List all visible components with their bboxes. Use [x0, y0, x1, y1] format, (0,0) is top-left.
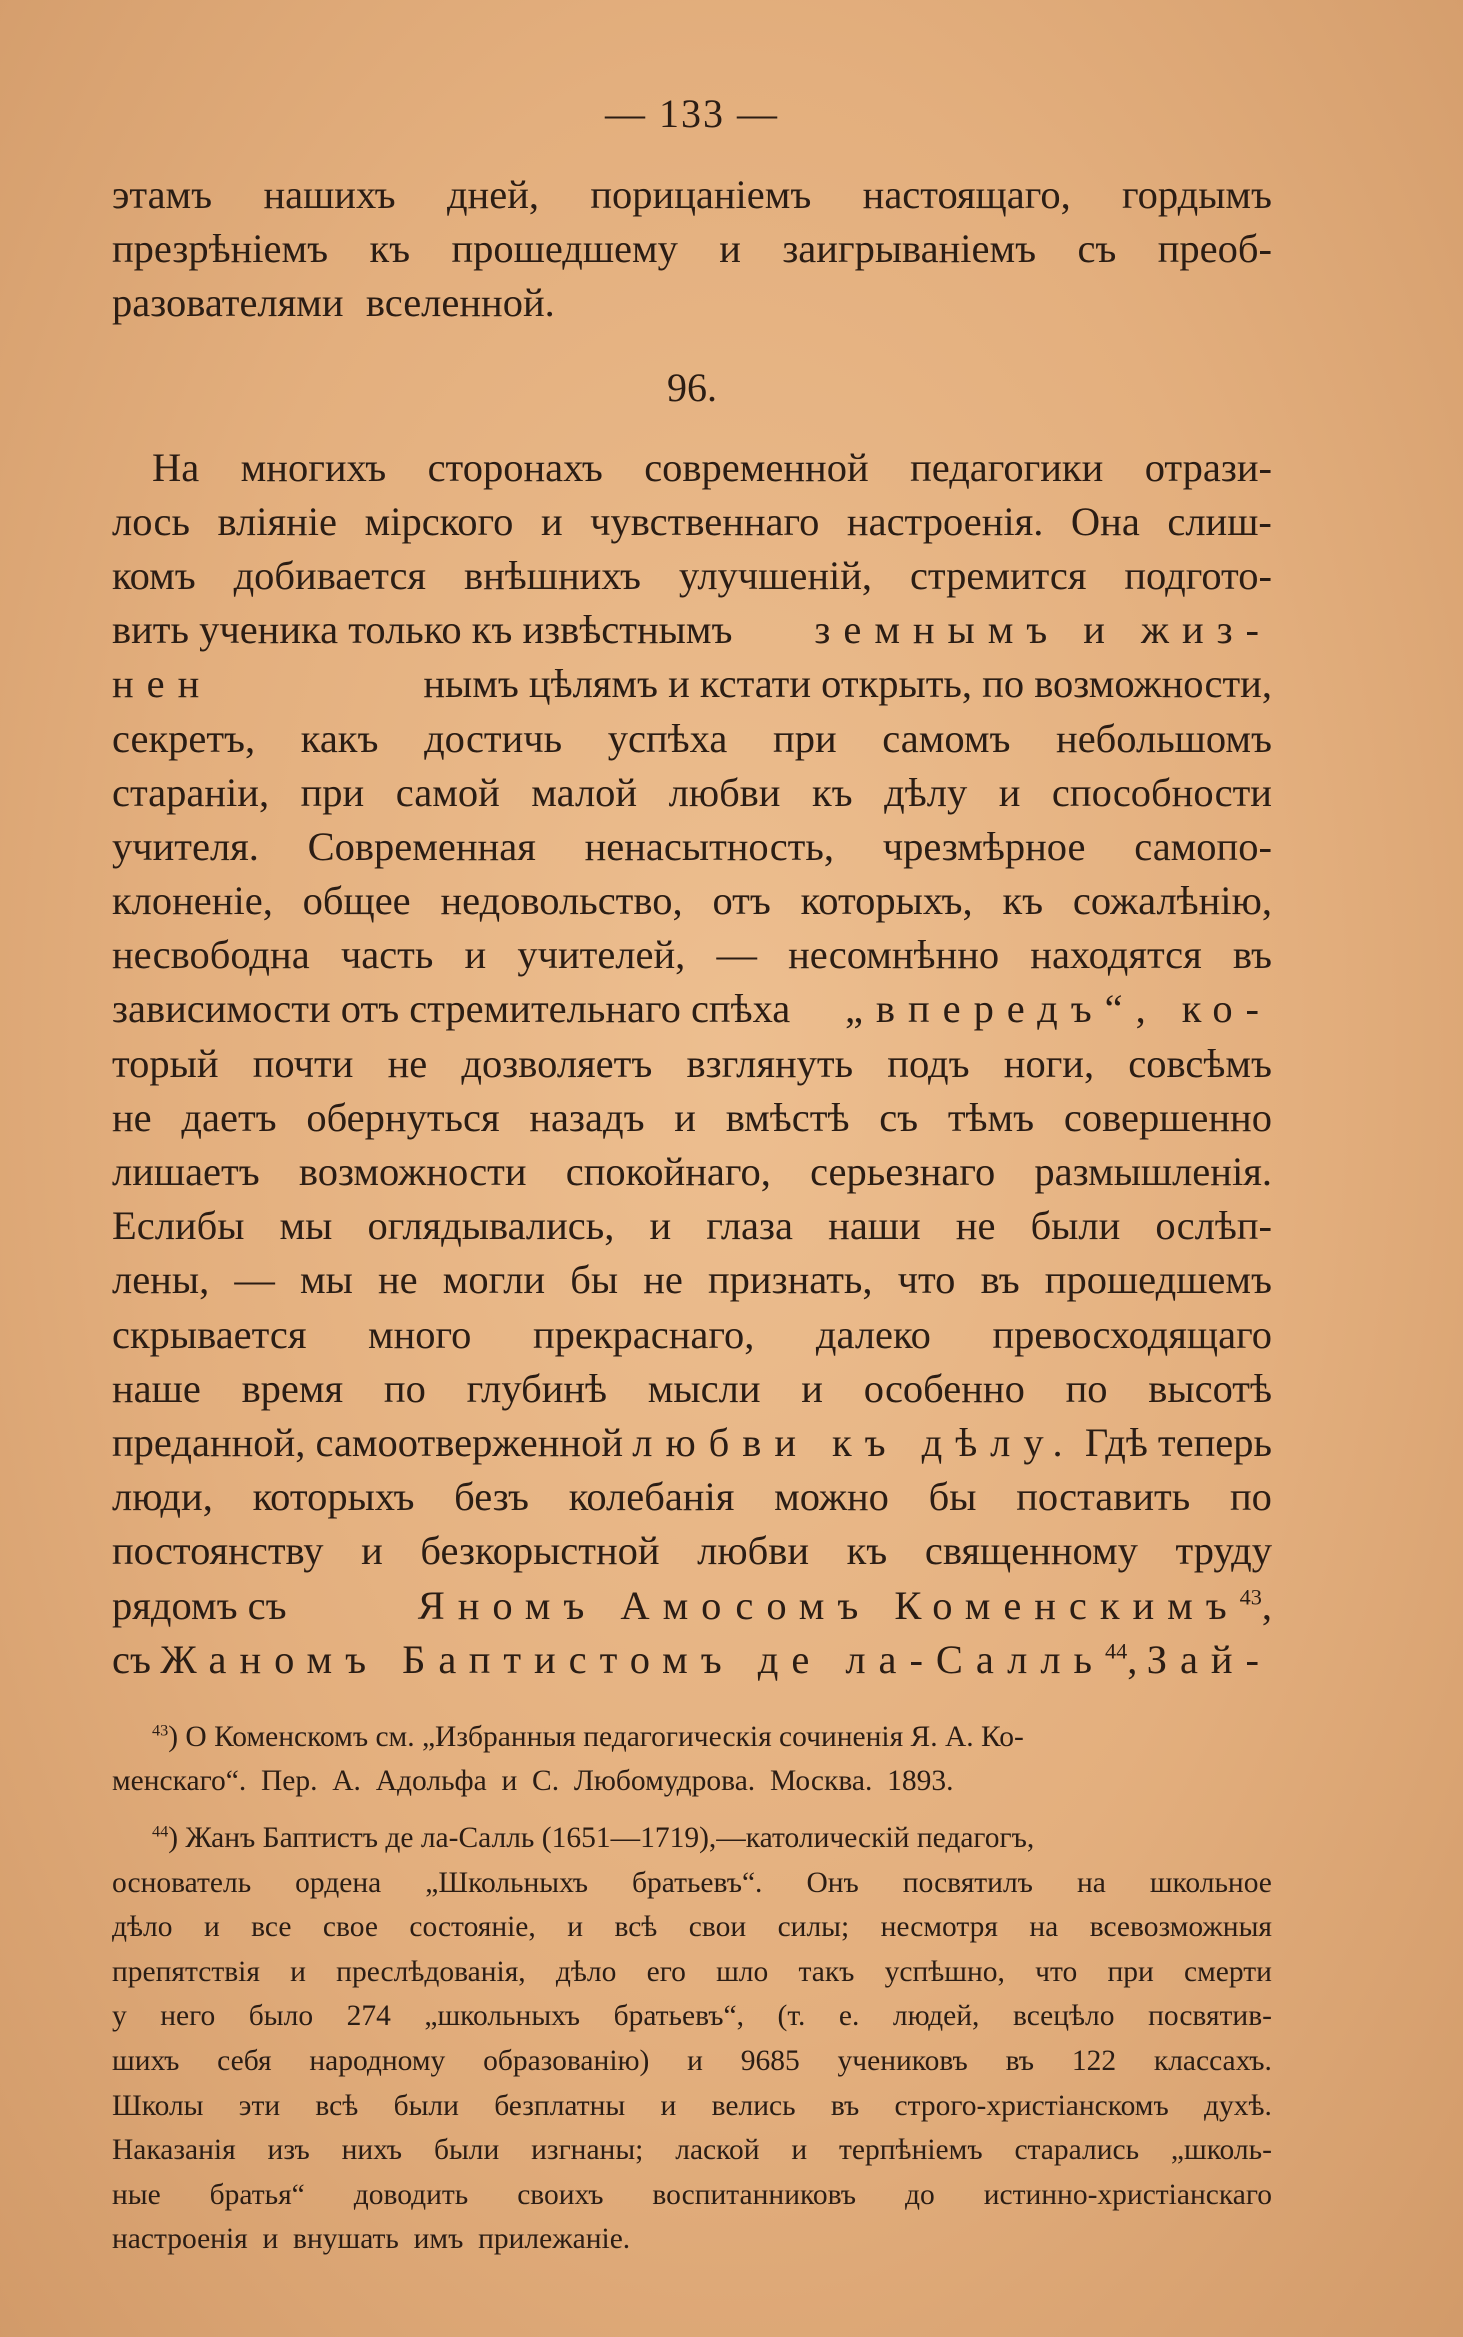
page-number: — 133 —: [605, 91, 779, 136]
name-with-footnote: [418, 1579, 1272, 1633]
text-segment: рядомъ съ: [112, 1582, 287, 1628]
section-number: 96.: [667, 364, 717, 410]
text-line: скрывается много прекраснаго, далеко превосходящаго: [112, 1311, 1272, 1357]
text-line: постоянству и безкорыстной любви къ священному труду: [112, 1528, 1272, 1574]
footnote-line: настроенія и внушать имъ прилежаніе.: [112, 2223, 631, 2256]
text-line: лишаетъ возможности спокойнаго, серьезнаго размышленія.: [112, 1149, 1272, 1194]
book-page: [112, 88, 1272, 2262]
text-line: секретъ, какъ достичь успѣха при самомъ небольшомъ: [112, 715, 1272, 761]
footnote-line: ные братья“ доводить своихъ воспитанниковъ до истинно-христіанскаго: [112, 2178, 1272, 2211]
text-line: люди, которыхъ безъ колебанія можно бы поставить по: [112, 1474, 1272, 1520]
text-line: учителя. Современная ненасытность, чрезмѣрное самопо-: [112, 823, 1272, 869]
footnote-marker: 44: [152, 1822, 169, 1841]
footnote-line: Наказанія изъ нихъ были изгнаны; лаской и терпѣніемъ старались „школь-: [112, 2134, 1272, 2167]
text-line: лось вліяніе мірского и чувственнаго настроенія. Она слиш-: [112, 498, 1272, 544]
footnotes: [112, 1715, 1272, 2262]
footnote-line: [112, 1816, 1272, 1861]
text-segment: Гдѣ теперь: [1084, 1419, 1272, 1465]
text-line: наше время по глубинѣ мысли и особенно по высотѣ: [112, 1365, 1272, 1411]
text-line: [112, 603, 1272, 657]
text-segment: зависимости отъ стремительнаго спѣха: [112, 986, 791, 1032]
text-line: комъ добивается внѣшнихъ улучшеній, стремится подгото-: [112, 552, 1272, 598]
text-line: стараніи, при самой малой любви къ дѣлу и способности: [112, 769, 1272, 815]
spaced-emphasis: Яномъ Амосомъ Коменскимъ: [417, 1582, 1240, 1628]
footnote-line: [112, 1715, 1272, 1760]
footnote-line: менскаго“. Пер. А. Адольфа и С. Любомудрова. Москва. 1893.: [112, 1765, 954, 1798]
text-segment: нымъ цѣлямъ и кстати открыть, по возможности,: [423, 661, 1272, 707]
text-line: Еслибы мы оглядывались, и глаза наши не были ослѣп-: [112, 1203, 1272, 1249]
footnote-line: препятствія и преслѣдованія, дѣло его шло такъ успѣшно, что при смерти: [112, 1955, 1272, 1988]
footnote-ref-44: 44: [1104, 1638, 1128, 1664]
footnote-line: основатель ордена „Школьныхъ братьевъ“. Онъ посвятилъ на школьное: [112, 1866, 1272, 1899]
footnote-ref-43: 43: [1239, 1584, 1262, 1610]
text-line: не даетъ обернуться назадъ и вмѣстѣ съ тѣмъ совершенно: [112, 1094, 1272, 1140]
text-line: На многихъ сторонахъ современной педагогики отрази-: [152, 444, 1272, 490]
text-line: презрѣніемъ къ прошедшему и заигрываніемъ съ преоб-: [112, 226, 1272, 272]
footnote-marker: 43: [152, 1721, 169, 1740]
spaced-emphasis: Жаномъ Баптистомъ де ла-Салль: [160, 1636, 1105, 1682]
paragraph: [112, 441, 1272, 1687]
text-line: клоненіе, общее недовольство, отъ которыхъ, къ сожалѣнію,: [112, 878, 1272, 924]
name-with-footnote: [160, 1633, 1137, 1687]
text-line: [112, 1416, 1272, 1470]
text-line: разователями вселенной.: [112, 280, 555, 326]
text-segment: вить ученика только къ извѣстнымъ: [112, 607, 733, 653]
text-line: этамъ нашихъ дней, порицаніемъ настоящаго, гордымъ: [112, 172, 1272, 217]
text-segment: Зай-: [1146, 1636, 1272, 1682]
text-line: торый почти не дозволяетъ взглянуть подъ ноги, совсѣмъ: [112, 1040, 1272, 1086]
text-line: [112, 657, 1272, 711]
comma: ,: [1261, 1582, 1272, 1628]
text-line: [112, 1633, 1272, 1687]
text-line: лены, — мы не могли бы не признать, что въ прошедшемъ: [112, 1257, 1272, 1303]
text-line: [112, 1579, 1272, 1633]
spaced-emphasis: любви къ дѣлу.: [632, 1419, 1076, 1465]
footnote-line: Школы эти всѣ были безплатны и велись въ строго-христіанскомъ духѣ.: [112, 2089, 1272, 2122]
footnote-line: шихъ себя народному образованію) и 9685 учениковъ въ 122 классахъ.: [112, 2045, 1272, 2078]
text-line: [112, 982, 1272, 1036]
footnote-line: у него было 274 „школьныхъ братьевъ“, (т. е. людей, всецѣло посвятив-: [112, 2000, 1272, 2033]
text-segment: преданной, самоотверженной: [112, 1419, 624, 1465]
spaced-emphasis: земнымъ и жиз-: [814, 607, 1272, 653]
text-segment: съ: [112, 1636, 151, 1682]
footnote-line: дѣло и все свое состояніе, и всѣ свои силы; несмотря на всевозможныя: [112, 1911, 1272, 1944]
footnote-text: ) Жанъ Баптистъ де ла-Салль (1651—1719),—католическій педагогъ,: [168, 1822, 1035, 1855]
continuation-text: [112, 168, 1272, 331]
footnote-text: ) О Коменскомъ см. „Избранныя педагогическія сочиненія Я. А. Ко-: [168, 1720, 1024, 1753]
footnote-body: [152, 1715, 1024, 1760]
spaced-emphasis: „впередъ“, ко-: [844, 986, 1272, 1032]
text-line: несвободна часть и учителей, — несомнѣнно находятся въ: [112, 932, 1272, 978]
footnote-body: [152, 1816, 1034, 1861]
spaced-emphasis: нен: [112, 661, 213, 707]
comma: ,: [1127, 1636, 1138, 1682]
